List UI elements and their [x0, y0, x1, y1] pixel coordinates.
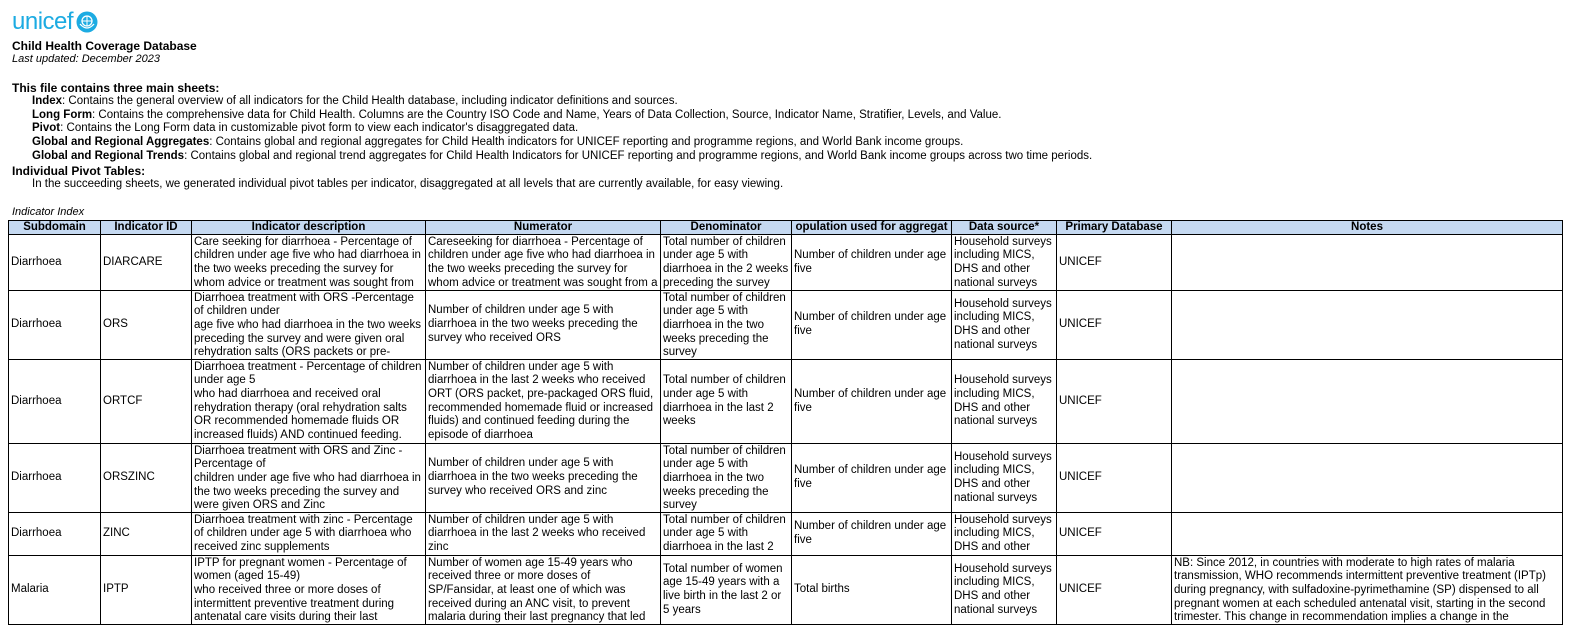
cell-text: Number of children under age five — [794, 248, 947, 275]
table-cell-subdomain[interactable] — [9, 513, 101, 556]
table-cell-population[interactable] — [792, 513, 952, 556]
table-cell-description[interactable] — [192, 235, 426, 291]
logo-text: unicef — [12, 8, 74, 35]
cell-text: Household surveys including MICS, DHS and other national surveys — [954, 235, 1052, 289]
table-cell-description[interactable] — [192, 444, 426, 513]
cell-text: Total number of children under age 5 with diarrhoea in the two weeks preceding the survey — [663, 444, 786, 512]
table-cell-id[interactable] — [101, 235, 192, 291]
sheet-desc: : Contains the general overview of all indicators for the Child Health database, including indicator definitions and sources. — [62, 95, 678, 107]
sheet-line-pivot — [32, 122, 578, 134]
table-cell-notes[interactable] — [1172, 235, 1563, 291]
cell-text: Number of children under age 5 with diarrhoea in the two weeks preceding the survey who received ORS and zinc — [428, 457, 638, 497]
table-cell-description[interactable] — [192, 556, 426, 625]
table-cell-id[interactable] — [101, 513, 192, 556]
cell-text: UNICEF — [1059, 394, 1102, 407]
cell-text: DIARCARE — [103, 255, 163, 268]
table-row — [9, 444, 1563, 513]
last-updated: Last updated: December 2023 — [12, 53, 160, 65]
sheet-line-aggregates — [32, 136, 963, 148]
sheet-name: Long Form — [32, 109, 93, 121]
unicef-globe-emblem-icon — [75, 10, 99, 34]
cell-text: Diarrhoea — [11, 527, 62, 540]
cell-text: Total births — [794, 583, 850, 596]
cell-text: Household surveys including MICS, DHS and other — [954, 513, 1052, 553]
table-cell-subdomain[interactable] — [9, 444, 101, 513]
table-cell-primary[interactable] — [1057, 360, 1172, 444]
column-header[interactable]: Indicator description — [192, 221, 426, 235]
table-cell-subdomain[interactable] — [9, 291, 101, 360]
column-header[interactable]: Notes — [1172, 221, 1563, 235]
table-cell-denominator[interactable] — [661, 444, 792, 513]
sheet-name: Pivot — [32, 122, 61, 134]
table-row — [9, 235, 1563, 291]
column-header[interactable]: Subdomain — [9, 221, 101, 235]
cell-text: Number of children under age 5 with diarrhoea in the last 2 weeks who received zinc — [428, 513, 646, 553]
table-cell-population[interactable] — [792, 556, 952, 625]
unicef-logo — [12, 8, 99, 36]
table-cell-denominator[interactable] — [661, 513, 792, 556]
column-header[interactable]: Numerator — [426, 221, 661, 235]
cell-text: ORTCF — [103, 394, 143, 407]
sheets-heading: This file contains three main sheets: — [12, 81, 220, 95]
table-cell-population[interactable] — [792, 444, 952, 513]
sheet-desc: : Contains global and regional trend aggregates for Child Health Indicators for UNICEF reporting and programme regions, and World Bank income groups across two time periods. — [184, 150, 1093, 162]
table-cell-source[interactable] — [952, 513, 1057, 556]
cell-text: UNICEF — [1059, 583, 1102, 596]
sheet-desc: : Contains the comprehensive data for Child Health. Columns are the Country ISO Code and Name, Years of Data Collection, Source, Indicator Name, Stratifier, Levels, and Value. — [92, 109, 1002, 121]
pivot-tables-heading: Individual Pivot Tables: — [12, 164, 146, 178]
table-cell-subdomain[interactable] — [9, 360, 101, 444]
table-cell-numerator[interactable] — [426, 513, 661, 556]
cell-text: Diarrhoea — [11, 318, 62, 331]
column-header[interactable]: Indicator ID — [101, 221, 192, 235]
cell-text: Diarrhoea — [11, 471, 62, 484]
table-cell-subdomain[interactable] — [9, 556, 101, 625]
cell-text: Number of children under age five — [794, 311, 947, 337]
cell-text: Malaria — [11, 583, 49, 596]
table-cell-primary[interactable] — [1057, 235, 1172, 291]
table-cell-denominator[interactable] — [661, 291, 792, 360]
table-row — [9, 360, 1563, 444]
cell-text: Total number of children under age 5 with diarrhoea in the last 2 weeks — [663, 374, 786, 428]
pivot-tables-desc: In the succeeding sheets, we generated individual pivot tables per indicator, disaggregated at all levels that are currently available, for easy viewing. — [32, 178, 784, 190]
cell-text: Total number of children under age 5 with diarrhoea in the last 2 — [663, 513, 786, 553]
sheet-line-trends — [32, 150, 1092, 162]
cell-text: UNICEF — [1059, 471, 1102, 484]
table-cell-source[interactable] — [952, 556, 1057, 625]
cell-text: Care seeking for diarrhoea - Percentage of children under age five who had diarrhoea in the two weeks preceding the survey for whom advice or treatment was sought from — [194, 235, 421, 289]
table-cell-source[interactable] — [952, 444, 1057, 513]
table-cell-description[interactable] — [192, 360, 426, 444]
table-cell-primary[interactable] — [1057, 444, 1172, 513]
table-cell-numerator[interactable] — [426, 235, 661, 291]
table-cell-numerator[interactable] — [426, 291, 661, 360]
cell-text: Number of children under age 5 with diarrhoea in the two weeks preceding the survey who received ORS — [428, 304, 638, 344]
table-cell-description[interactable] — [192, 513, 426, 556]
cell-text: NB: Since 2012, in countries with moderate to high rates of malaria transmission, WHO recommends intermittent preventive treatment (IPTp) during pregnancy, with sulfadoxine-pyrimethamine (SP) dispensed to all pregnant women at each scheduled antenatal visit, starting in the second trimester. This change in recommendation implies a change in the — [1174, 556, 1546, 624]
cell-text: Diarrhoea — [11, 255, 62, 268]
table-cell-source[interactable] — [952, 291, 1057, 360]
table-cell-notes[interactable] — [1172, 513, 1563, 556]
indicator-index-table — [8, 220, 1563, 625]
sheet-line-index — [32, 95, 678, 107]
cell-text: IPTP for pregnant women - Percentage of women (aged 15-49) who received three or more doses of intermittent preventive treatment during antenatal care visits during their last — [194, 556, 407, 624]
column-header[interactable]: opulation used for aggregat — [792, 221, 952, 235]
cell-text: Household surveys including MICS, DHS and other national surveys — [954, 562, 1052, 616]
table-cell-population[interactable] — [792, 235, 952, 291]
sheet-desc: : Contains the Long Form data in customizable pivot form to view each indicator's disaggregated data. — [60, 122, 579, 134]
table-cell-notes[interactable] — [1172, 360, 1563, 444]
cell-text: Diarrhoea treatment with zinc - Percentage of children under age 5 with diarrhoea who received zinc supplements — [194, 513, 413, 553]
table-cell-notes[interactable] — [1172, 444, 1563, 513]
table-cell-primary[interactable] — [1057, 513, 1172, 556]
cell-text: Total number of children under age 5 with diarrhoea in the 2 weeks preceding the survey — [663, 235, 789, 289]
table-caption: Indicator Index — [12, 206, 85, 218]
table-cell-id[interactable] — [101, 556, 192, 625]
table-cell-numerator[interactable] — [426, 360, 661, 444]
cell-text: Number of children under age five — [794, 464, 947, 490]
table-cell-id[interactable] — [101, 444, 192, 513]
cell-text: Diarrhoea treatment with ORS -Percentage of children under age five who had diarrhoea in the two weeks preceding the survey and were given oral rehydration salts (ORS packets or pre- — [194, 291, 421, 359]
table-cell-id[interactable] — [101, 291, 192, 360]
cell-text: UNICEF — [1059, 318, 1102, 331]
cell-text: Number of children under age five — [794, 520, 947, 546]
cell-text: ZINC — [103, 527, 130, 540]
sheet-name: Index — [32, 95, 63, 107]
table-cell-primary[interactable] — [1057, 291, 1172, 360]
table-cell-source[interactable] — [952, 235, 1057, 291]
cell-text: Diarrhoea treatment - Percentage of children under age 5 who had diarrhoea and received oral rehydration therapy (oral rehydration salts OR recommended homemade fluids OR increased fluids) AND continued feeding. — [194, 360, 422, 442]
table-cell-numerator[interactable] — [426, 444, 661, 513]
cell-text: Diarrhoea — [11, 394, 62, 407]
cell-text: UNICEF — [1059, 255, 1102, 268]
table-cell-population[interactable] — [792, 360, 952, 444]
cell-text: IPTP — [103, 583, 129, 596]
table-row — [9, 556, 1563, 625]
table-cell-denominator[interactable] — [661, 235, 792, 291]
cell-text: Diarrhoea treatment with ORS and Zinc - Percentage of children under age five who had diarrhoea in the two weeks preceding the survey and were given ORS and Zinc — [194, 444, 421, 512]
sheet-desc: : Contains global and regional aggregates for Child Health indicators for UNICEF reporting and programme regions, and World Bank income groups. — [209, 136, 964, 148]
cell-text: Total number of children under age 5 with diarrhoea in the two weeks preceding the survey — [663, 291, 786, 359]
table-header-row — [9, 221, 1563, 235]
column-header[interactable]: Data source* — [952, 221, 1057, 235]
table-cell-notes[interactable] — [1172, 291, 1563, 360]
table-cell-denominator[interactable] — [661, 556, 792, 625]
cell-text: ORSZINC — [103, 471, 155, 484]
cell-text: Number of children under age 5 with diarrhoea in the last 2 weeks who received ORT (ORS packet, pre-packaged ORS fluid, recommended homemade fluid or increased fluids) and continued feeding during the episode of diarrhoea — [428, 360, 654, 442]
sheet-line-long-form — [32, 109, 1001, 121]
cell-text: Number of women age 15-49 years who received three or more doses of SP/Fansidar, at least one of which was received during an ANC visit, to prevent malaria during their last pregnancy that led — [428, 556, 646, 624]
table-cell-id[interactable] — [101, 360, 192, 444]
table-cell-description[interactable] — [192, 291, 426, 360]
cell-text: Household surveys including MICS, DHS and other national surveys — [954, 374, 1052, 428]
cell-text: Careseeking for diarrhoea - Percentage of children under age five who had diarrhoea in the two weeks preceding the survey for whom advice or treatment was sought from a — [428, 235, 658, 289]
table-cell-subdomain[interactable] — [9, 235, 101, 291]
cell-text: ORS — [103, 318, 128, 331]
sheet-name: Global and Regional Aggregates — [32, 136, 210, 148]
table-cell-numerator[interactable] — [426, 556, 661, 625]
table-cell-notes[interactable] — [1172, 556, 1563, 625]
sheet-name: Global and Regional Trends — [32, 150, 185, 162]
table-cell-primary[interactable] — [1057, 556, 1172, 625]
table-cell-denominator[interactable] — [661, 360, 792, 444]
column-header[interactable]: Primary Database — [1057, 221, 1172, 235]
table-cell-population[interactable] — [792, 291, 952, 360]
table-row — [9, 513, 1563, 556]
cell-text: Total number of women age 15-49 years with a live birth in the last 2 or 5 years — [663, 562, 783, 616]
cell-text: Number of children under age five — [794, 387, 947, 414]
column-header[interactable]: Denominator — [661, 221, 792, 235]
table-row — [9, 291, 1563, 360]
cell-text: Household surveys including MICS, DHS and other national surveys — [954, 450, 1052, 504]
cell-text: UNICEF — [1059, 527, 1102, 540]
table-cell-source[interactable] — [952, 360, 1057, 444]
page-title: Child Health Coverage Database — [12, 39, 197, 53]
cell-text: Household surveys including MICS, DHS and other national surveys — [954, 297, 1052, 351]
